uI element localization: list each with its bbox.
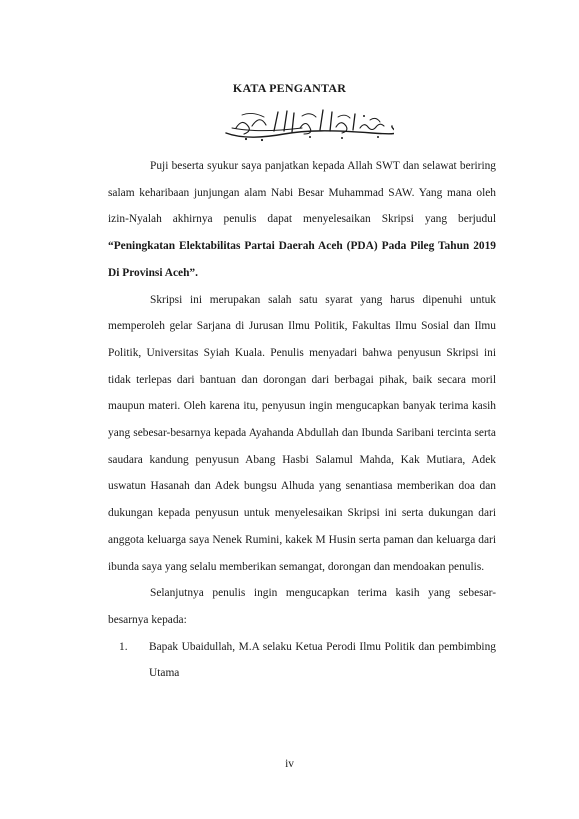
- body-text: [108, 153, 496, 687]
- list-item: [119, 634, 496, 687]
- list-item-text: Bapak Ubaidullah, M.A selaku Ketua Perodi Ilmu Politik dan pembimbing Utama: [149, 640, 496, 680]
- paragraph-1: [108, 153, 496, 287]
- page-title: KATA PENGANTAR: [232, 81, 347, 95]
- page-number: iv: [285, 758, 294, 770]
- paragraph-2: Skripsi ini merupakan salah satu syarat yang harus dipenuhi untuk memperoleh gelar Sarjana di Jurusan Ilmu Politik, Fakultas Ilmu Sosial dan Ilmu Politik, Universitas Syiah Kuala. Penulis menyadari bahwa penyusun Skripsi ini tidak terlepas dari bantuan dan dorongan dari berbagai pihak, baik secara moril maupun materi. Oleh karena itu, penyusun ingin mengucapkan banyak terima kasih yang sebesar-besarnya kepada Ayahanda Abdullah dan Ibunda Saribani tercinta serta saudara kandung penyusun Abang Hasbi Salamul Mahda, Kak Mutiara, Adek uswatun Hasanah dan Adek bungsu Alhuda yang senantiasa memberikan doa dan dukungan kepada penyusun untuk menyelesaikan Skripsi ini serta dukungan dari anggota keluarga saya Nenek Rumini, kakek M Husin serta paman dan keluarga dari ibunda saya yang selalu memberikan semangat, dorongan dan mendoakan penulis.: [108, 293, 496, 573]
- paragraph-3: Selanjutnya penulis ingin mengucapkan terima kasih yang sebesar-besarnya kepada:: [108, 587, 496, 626]
- acknowledgement-list: [108, 634, 496, 687]
- thesis-title: “Peningkatan Elektabilitas Partai Daerah Aceh (PDA) Pada Pileg Tahun 2019 Di Provinsi Aceh”.: [108, 240, 496, 279]
- list-item-number: 1.: [119, 640, 128, 653]
- paragraph-1-text: Puji beserta syukur saya panjatkan kepada Allah SWT dan selawat beriring salam keharibaan junjungan alam Nabi Besar Muhammad SAW. Yang mana oleh izin-Nyalah akhirnya penulis dapat menyelesaikan Skripsi yang berjudul: [108, 160, 496, 226]
- basmala-calligraphy: [222, 106, 394, 144]
